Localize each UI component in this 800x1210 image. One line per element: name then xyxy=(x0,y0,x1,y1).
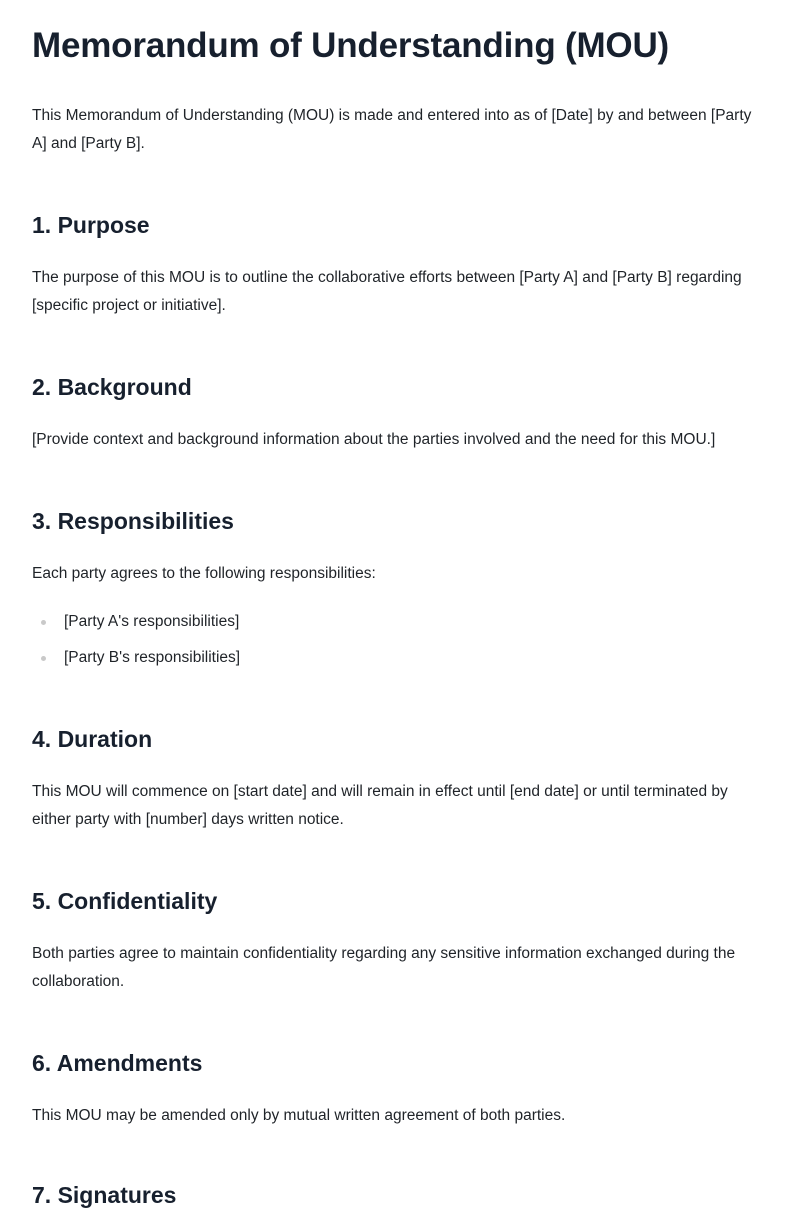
section-body: Both parties agree to maintain confidentiality regarding any sensitive information exchanged during the collaboration. xyxy=(32,945,736,990)
list-item xyxy=(32,644,768,680)
section-body: [Provide context and background information about the parties involved and the need for this MOU.] xyxy=(32,431,716,448)
section-heading: 3. Responsibilities xyxy=(32,508,234,534)
section-signatures xyxy=(32,1180,768,1210)
section-background xyxy=(32,372,768,454)
section-heading: 6. Amendments xyxy=(32,1050,203,1076)
section-body: This MOU will commence on [start date] and will remain in effect until [end date] or until terminated by either party with [number] days written notice. xyxy=(32,783,728,828)
section-body: The purpose of this MOU is to outline the collaborative efforts between [Party A] and [Party B] regarding [specific project or initiative]. xyxy=(32,269,742,314)
section-amendments xyxy=(32,1048,768,1130)
section-heading: 4. Duration xyxy=(32,726,153,752)
bullet-icon xyxy=(41,620,46,625)
list-item xyxy=(32,608,768,644)
list-item-text: [Party B's responsibilities] xyxy=(64,649,241,666)
section-body: This MOU may be amended only by mutual written agreement of both parties. xyxy=(32,1107,566,1124)
intro-paragraph: This Memorandum of Understanding (MOU) is made and entered into as of [Date] by and between [Party A] and [Party B]. xyxy=(32,107,752,152)
section-responsibilities xyxy=(32,506,768,680)
section-heading: 7. Signatures xyxy=(32,1182,177,1208)
section-body: Each party agrees to the following responsibilities: xyxy=(32,565,376,582)
bullet-icon xyxy=(41,656,46,661)
section-duration xyxy=(32,724,768,834)
section-heading: 1. Purpose xyxy=(32,212,150,238)
list-item-text: [Party A's responsibilities] xyxy=(64,613,240,630)
section-purpose xyxy=(32,210,768,320)
section-heading: 2. Background xyxy=(32,374,192,400)
section-heading: 5. Confidentiality xyxy=(32,888,218,914)
section-confidentiality xyxy=(32,886,768,996)
responsibilities-list xyxy=(32,608,768,680)
document-title: Memorandum of Understanding (MOU) xyxy=(32,26,669,65)
